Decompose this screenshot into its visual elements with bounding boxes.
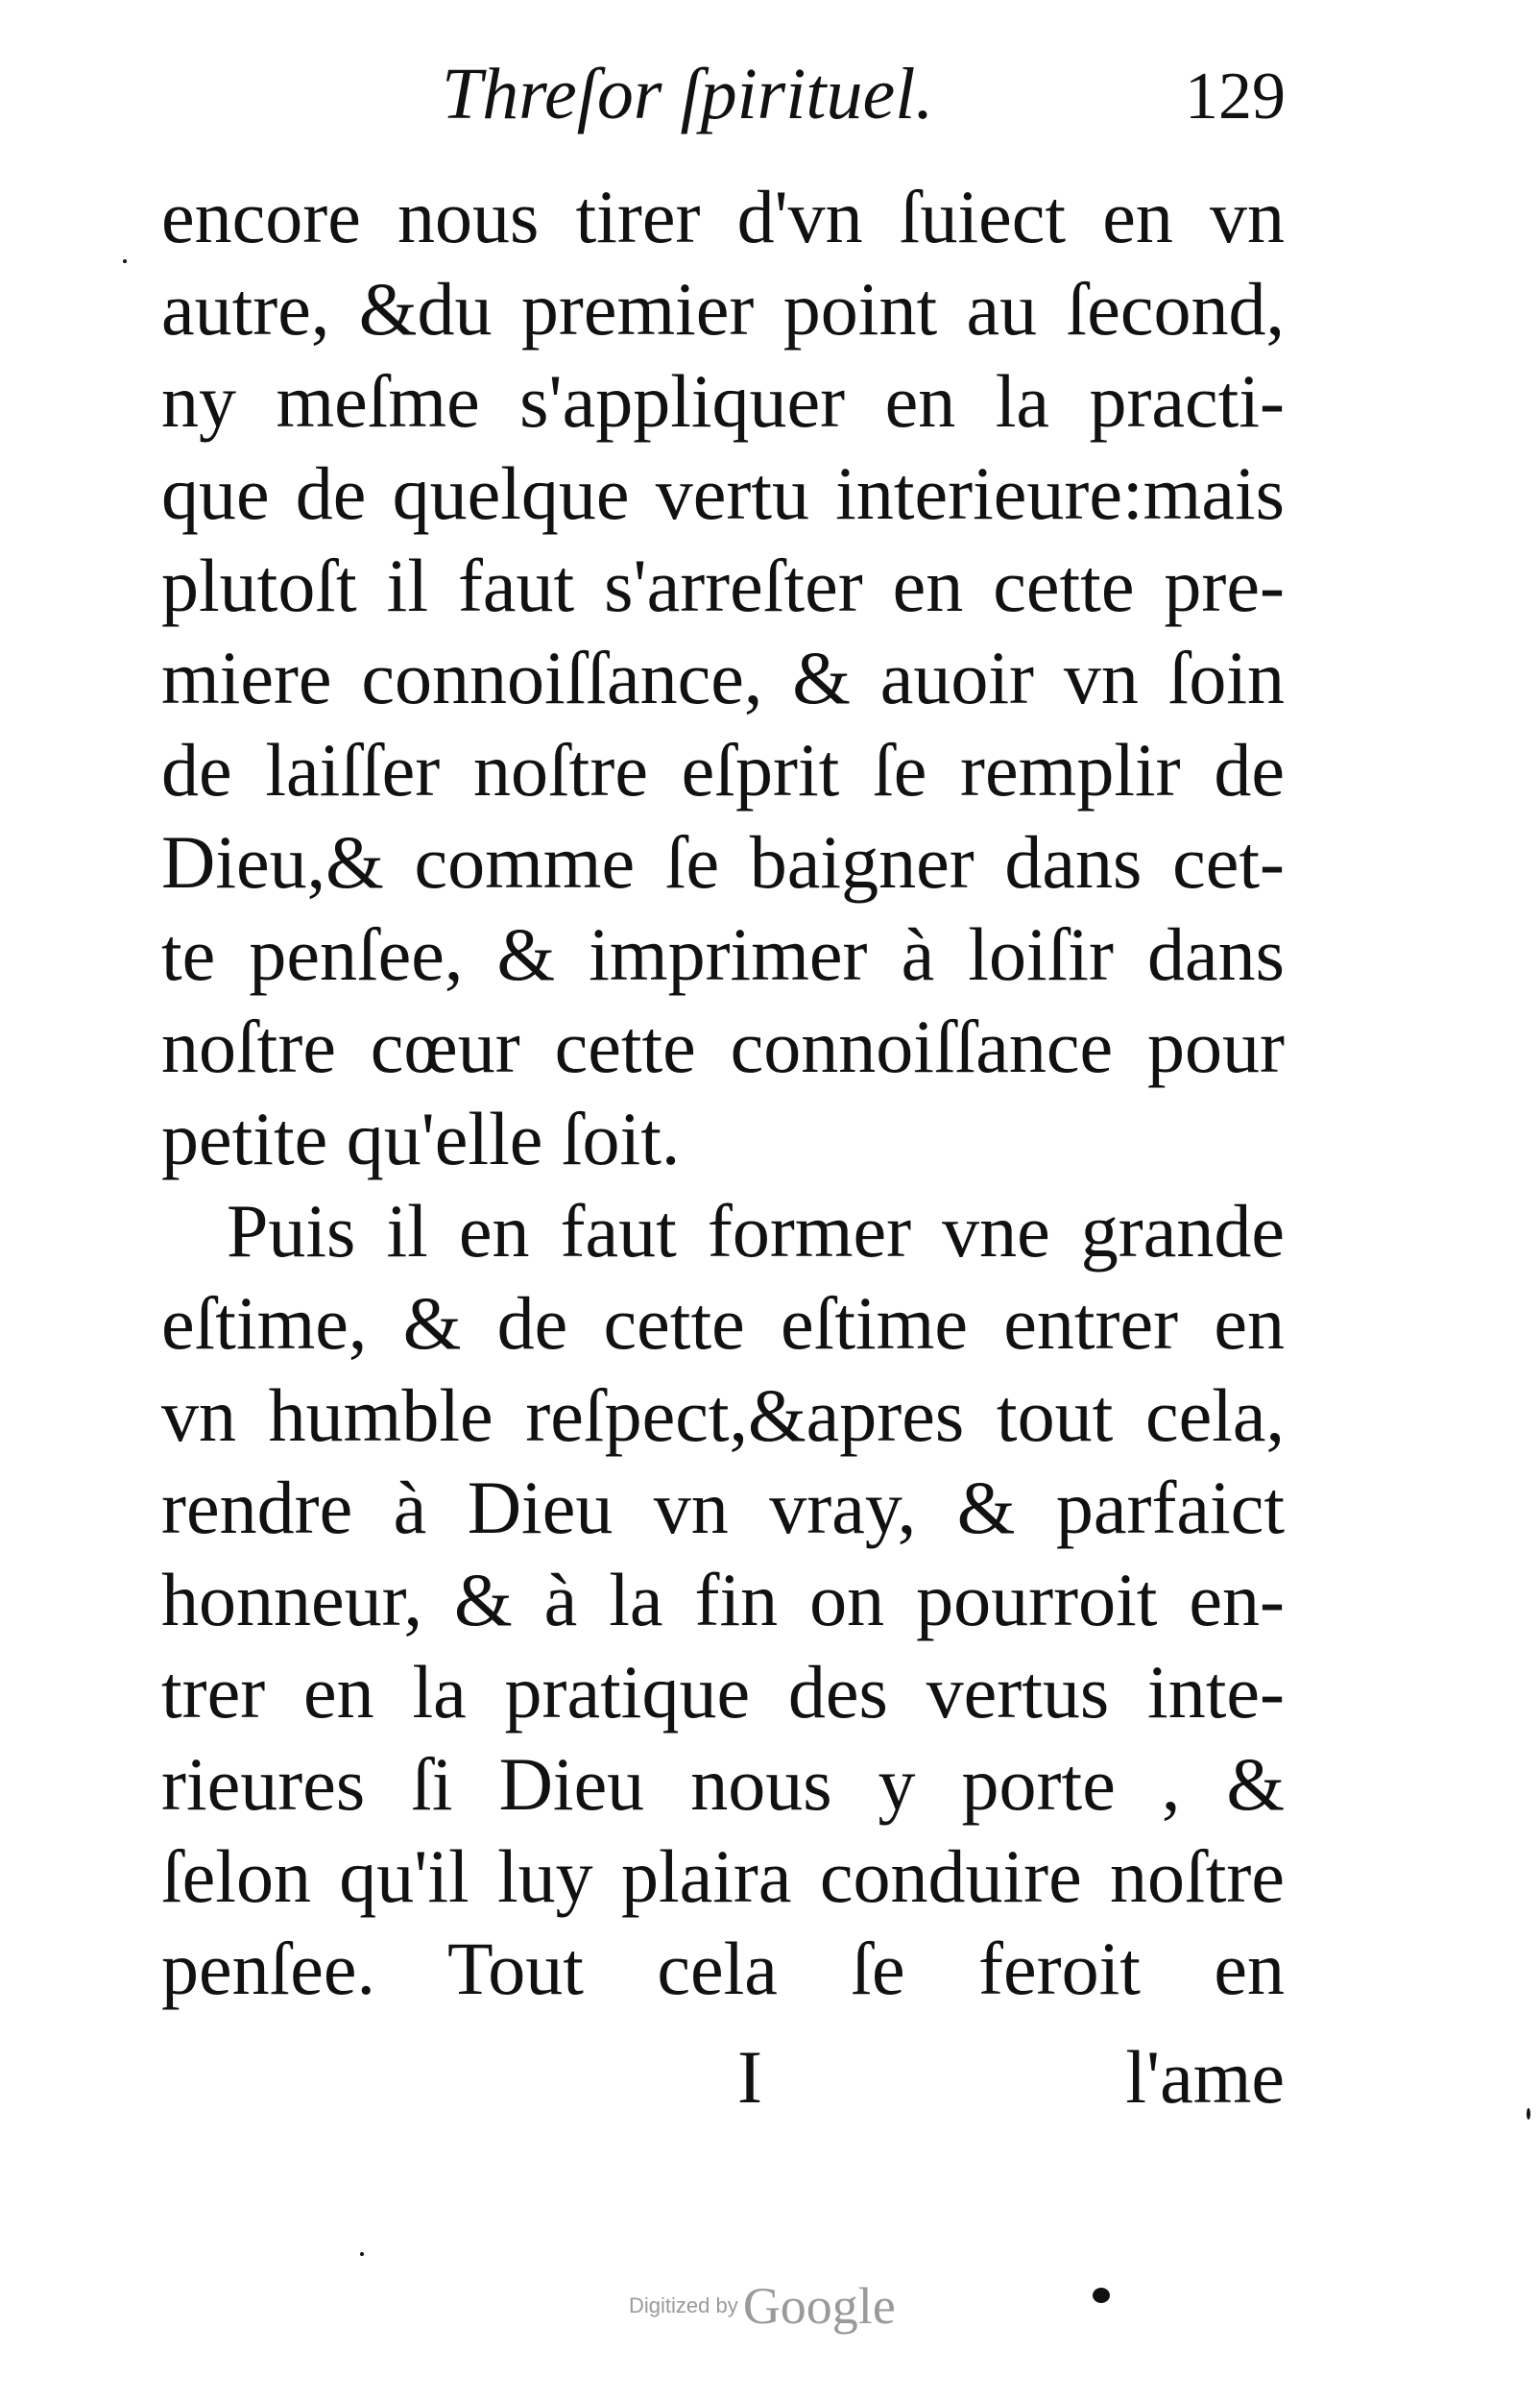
ink-speck xyxy=(360,2252,364,2256)
digitized-by-label: Digitized by xyxy=(629,2293,738,2317)
catchword: l'ame xyxy=(1125,2035,1285,2119)
digitized-watermark xyxy=(629,2276,896,2336)
paragraph-end-line: petite qu'elle ſoit. xyxy=(161,1097,681,1180)
text-line: vn humble reſpect,&apres tout cela, xyxy=(161,1373,1285,1457)
text-line: noſtre cœur cette connoiſſance pour xyxy=(161,1005,1285,1088)
page-footer-row xyxy=(161,2031,1285,2123)
text-line: plutoſt il faut s'arreſter en cette pre- xyxy=(161,544,1285,627)
text-line: eſtime, & de cette eſtime entrer en xyxy=(161,1281,1285,1365)
signature-mark: I xyxy=(737,2035,762,2119)
page-number: 129 xyxy=(1185,60,1286,133)
google-logo: Google xyxy=(742,2277,896,2335)
text-line: penſee. Tout cela ſe feroit en xyxy=(161,1927,1285,2010)
text-line: autre, &du premier point au ſecond, xyxy=(161,267,1285,351)
text-line: de laiſſer noſtre eſprit ſe remplir de xyxy=(161,728,1285,812)
text-line: te penſee, & imprimer à loiſir dans xyxy=(161,912,1285,996)
text-line: trer en la pratique des vertus inte- xyxy=(161,1650,1285,1734)
ink-speck xyxy=(1527,2108,1530,2120)
text-line: rieures ſi Dieu nous y porte , & xyxy=(161,1742,1285,1826)
paragraph-start-line: Puis il en faut former vne grande xyxy=(227,1189,1285,1273)
text-line: rendre à Dieu vn vray, & parfaict xyxy=(161,1466,1285,1549)
text-line: miere connoiſſance, & auoir vn ſoin xyxy=(161,636,1285,719)
text-line: Dieu,& comme ſe baigner dans cet- xyxy=(161,820,1285,904)
ink-speck xyxy=(1093,2288,1110,2303)
text-line: ny meſme s'appliquer en la practi- xyxy=(161,359,1285,443)
ink-speck xyxy=(123,259,127,263)
text-line: ſelon qu'il luy plaira conduire noſtre xyxy=(161,1834,1285,1918)
text-line: honneur, & à la fin on pourroit en- xyxy=(161,1558,1285,1641)
text-line: que de quelque vertu interieure:mais xyxy=(161,451,1285,535)
running-title: Threſor ſpirituel. xyxy=(442,54,934,134)
body-text xyxy=(161,171,1285,2015)
text-line: encore nous tirer d'vn ſuiect en vn xyxy=(161,175,1285,258)
